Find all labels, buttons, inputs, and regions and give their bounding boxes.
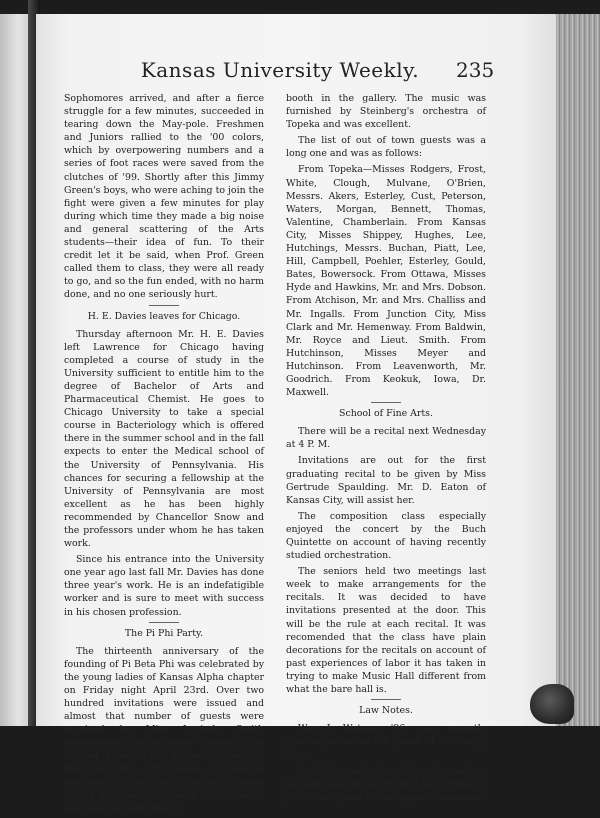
right-column xyxy=(286,92,486,807)
article-paragraph: There will be a recital next Wednesday at 4 P. M. xyxy=(286,426,486,451)
section-rule xyxy=(371,699,401,700)
thumb-shadow xyxy=(530,684,574,724)
section-rule xyxy=(149,305,179,306)
section-rule xyxy=(149,622,179,623)
facing-page-edge xyxy=(0,14,30,726)
article-paragraph: Prof. Brownell is guiding the seniors through real property until the arrival of J. W. Gleed, who is the regular steersman. xyxy=(286,765,486,803)
article-paragraph: Sophomores arrived, and after a fierce struggle for a few minutes, succeeded in tearing down the May-pole. Freshmen and Juniors rallied to the '00 colors, which by overpowering numbers and a series of foot races were saved from the clutches of '99. Shortly after this Jimmy Green's boys, who were aching to join the fight were given a few minutes for play during which time they made a big noise and general scattering of the Arts students—their idea of fun. To their credit let it be said, when Prof. Green called them to class, they were all ready to go, and so the fun ended, with no harm done, and no one seriously hurt. xyxy=(64,93,264,301)
article-paragraph: The seniors held two meetings last week to make arrangements for the recitals. It was decided to have invitations presented at the door. This will be the rule at each recital. It was recomended that the class have plain decorations for the recitals on account of past experiences of labor it has taken in trying to make Music Hall different from what the bare hall is. xyxy=(286,566,486,696)
section-heading: The Pi Phi Party. xyxy=(124,627,204,639)
article-paragraph: booth in the gallery. The music was furnished by Steinberg's orchestra of Topeka and was excellent. xyxy=(286,93,486,131)
article-paragraph: Invitations are out for the first graduating recital to be given by Miss Gertrude Spaulding. Mr. D. Eaton of Kansas City, will assist her. xyxy=(286,455,486,506)
page-number: 235 xyxy=(456,58,495,82)
section-heading: School of Fine Arts. xyxy=(339,408,433,420)
article-paragraph: The composition class especially enjoyed the concert by the Buch Quintette on account of having recently studied orchestration. xyxy=(286,510,486,562)
article-paragraph: Thursday afternoon Mr. H. E. Davies left Lawrence for Chicago having completed a course of study in the University sufficient to entitle him to the degree of Bachelor of Arts and Pharmaceutical Chemist. He goes to Chicago University to take a special course in Bacteriology which is offered there in the summer school and in the fall expects to enter the Medical school of the University of Pennsylvania. His chances for securing a fellowship at the University of Pennsylvania are most excellent as he has been highly recommended by Chancellor Snow and the professors under whom he has taken work. xyxy=(64,328,264,550)
section-rule xyxy=(371,402,401,403)
article-paragraph: The thirteenth anniversary of the founding of Pi Beta Phi was celebrated by the young ladies of Kansas Alpha chapter on Friday night April 23rd. Over two hundred invitations were issued and almost that number of guests were received by Miss Lucinda Smith representing the Alumnae chapter, Miss Harriet Ayres of the active chapter and Prof. and Mrs. J. W. Green. No bunting was used in decorating but in its place was a profusion of palms and flowers. Ices were served from a xyxy=(64,645,264,814)
article-paragraph: The list of out of town guests was a long one and was as follows: xyxy=(286,135,486,160)
section-heading: H. E. Davies leaves for Chicago. xyxy=(87,310,241,322)
article-paragraph: Wm J. Watson, '96, was recently elected justice of the peace at Pittsburg, Kas. xyxy=(286,723,486,761)
section-heading: Law Notes. xyxy=(359,705,413,717)
running-title: Kansas University Weekly. xyxy=(140,58,420,82)
page-stack-edges xyxy=(556,14,600,726)
left-column xyxy=(64,92,264,818)
article-paragraph: Since his entrance into the University one year ago last fall Mr. Davies has done three year's work. He is an indefatigible worker and is sure to meet with success in his chosen profession. xyxy=(64,554,264,618)
article-paragraph: From Topeka—Misses Rodgers, Frost, White, Clough, Mulvane, O'Brien, Messrs. Akers, Esterley, Cust, Peterson, Waters, Morgan, Bennett, Thomas, Valentine, Chamberlain. From Kansas City, Misses Shippey, Hughes, Lee, Hutchings, Messrs. Buchan, Piatt, Lee, Hill, Campbell, Poehler, Esterley, Gould, Bates, Bowersock. From Ottawa, Misses Hyde and Hawkins, Mr. and Mrs. Dobson. From Atchison, Mr. and Mrs. Challiss and Mr. Ingalls. From Junction City, Miss Clark and Mr. Hemenway. From Baldwin, Mr. Royce and Lieut. Smith. From Hutchinson, Misses Meyer and Hutchinson. From Leavenworth, Mr. Goodrich. From Keokuk, Iowa, Dr. Maxwell. xyxy=(286,164,486,399)
